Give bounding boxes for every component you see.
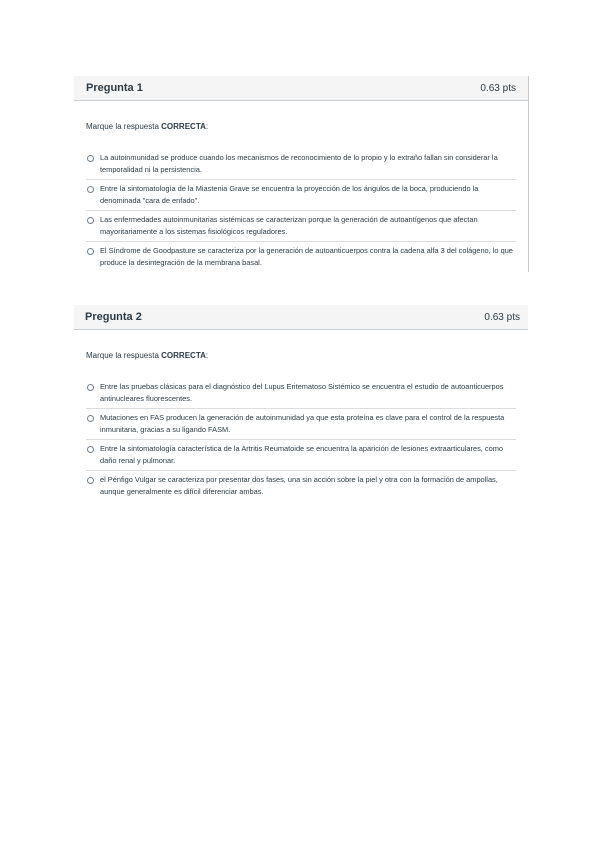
answer-list xyxy=(86,149,516,272)
prompt-colon: : xyxy=(205,351,209,360)
prompt-emphasis: CORRECTA xyxy=(161,122,206,131)
answer-text: Entre la sintomatología de la Miastenia Grave se encuentra la proyección de los ángulos de la boca, produciendo la denominada "cara de enfado". xyxy=(100,184,479,205)
radio-button[interactable] xyxy=(87,248,94,255)
answer-option[interactable] xyxy=(86,149,516,179)
answer-text: Las enfermedades autoinmunitarias sistémicas se caracterizan porque la generación de autoantígenos que afectan mayoritariamente a los sistemas fisiológicos reguladores. xyxy=(100,215,478,236)
prompt-text: Marque la respuesta xyxy=(86,122,162,131)
question-1 xyxy=(74,76,529,272)
answer-option[interactable] xyxy=(86,378,516,408)
answer-text: el Pénfigo Vulgar se caracteriza por presentar dos fases, una sin acción sobre la piel y otra con la formación de ampollas, aunque generalmente es difícil diferenciar ambas. xyxy=(100,475,498,496)
radio-button[interactable] xyxy=(87,384,94,391)
answer-list xyxy=(86,378,516,501)
answer-text: Entre la sintomatología característica de la Artritis Reumatoide se encuentra la aparición de lesiones extraarticulares, como daño renal y pulmonar. xyxy=(100,444,503,465)
answer-option[interactable] xyxy=(86,179,516,210)
question-body xyxy=(74,351,528,501)
question-prompt xyxy=(86,122,516,131)
question-title: Pregunta 2 xyxy=(85,311,142,323)
radio-button[interactable] xyxy=(87,415,94,422)
prompt-emphasis: CORRECTA xyxy=(161,351,206,360)
answer-option[interactable] xyxy=(86,470,516,501)
answer-option[interactable] xyxy=(86,439,516,470)
question-body xyxy=(74,122,528,272)
question-prompt xyxy=(86,351,516,360)
radio-button[interactable] xyxy=(87,155,94,162)
radio-button[interactable] xyxy=(87,477,94,484)
answer-option[interactable] xyxy=(86,210,516,241)
radio-button[interactable] xyxy=(87,217,94,224)
prompt-colon: : xyxy=(205,122,209,131)
answer-text: Mutaciones en FAS producen la generación de autoinmunidad ya que esta proteína es clave para el control de la respuesta inmunitaria, gracias a su ligando FASM. xyxy=(100,413,505,434)
answer-text: El Síndrome de Goodpasture se caracteriza por la generación de autoanticuerpos contra la cadena alfa 3 del colágeno, lo que produce la desintegración de la membrana basal. xyxy=(100,246,513,267)
answer-text: Entre las pruebas clásicas para el diagnóstico del Lupus Eritematoso Sistémico se encuentra el estudio de autoanticuerpos antinucleares fluorescentes. xyxy=(100,382,504,403)
question-title: Pregunta 1 xyxy=(86,82,143,94)
answer-option[interactable] xyxy=(86,408,516,439)
radio-button[interactable] xyxy=(87,446,94,453)
question-2 xyxy=(74,305,528,501)
question-header xyxy=(74,305,528,330)
radio-button[interactable] xyxy=(87,186,94,193)
question-header xyxy=(74,76,528,101)
prompt-text: Marque la respuesta xyxy=(86,351,162,360)
question-points: 0.63 pts xyxy=(484,311,520,323)
answer-text: La autoinmunidad se produce cuando los mecanismos de reconocimiento de lo propio y lo extraño fallan sin considerar la temporalidad ni la persistencia. xyxy=(100,153,498,174)
answer-option[interactable] xyxy=(86,241,516,272)
question-points: 0.63 pts xyxy=(480,82,516,94)
